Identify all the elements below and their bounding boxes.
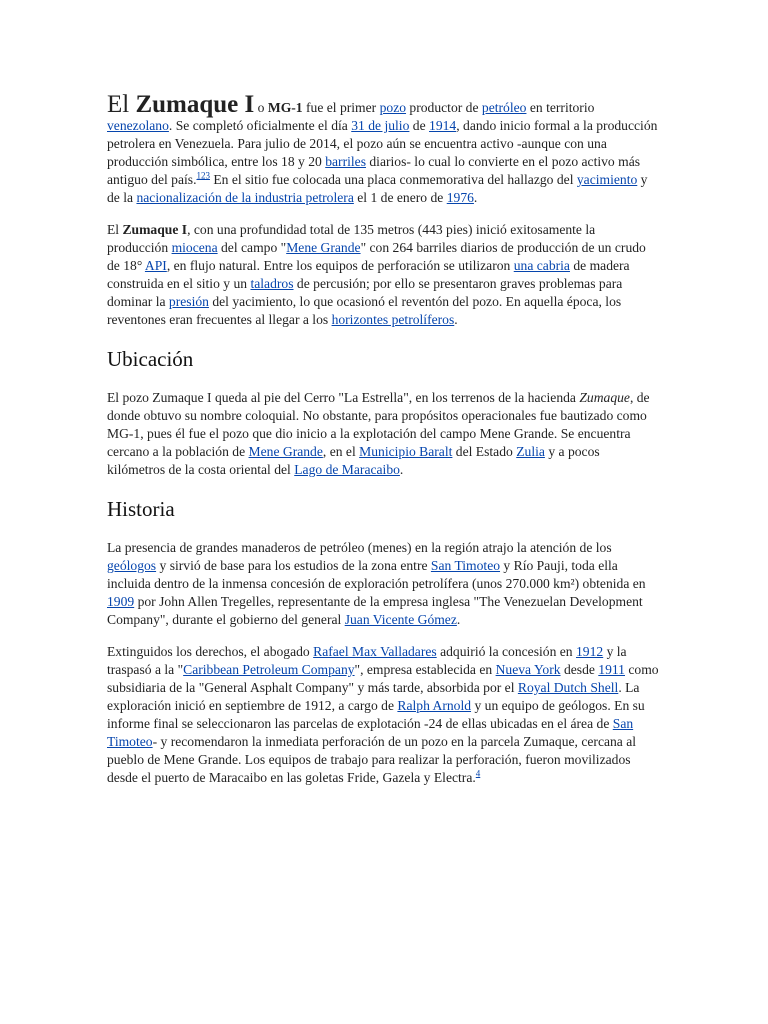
text: como subsidiaria de la "General Asphalt Company" y más tarde, absorbida por el [107, 662, 659, 695]
text: del campo " [217, 240, 287, 255]
paragraph-produccion [107, 221, 659, 329]
text: y la traspasó a la " [107, 644, 627, 677]
text: y de la [107, 172, 648, 205]
bold-mg1: MG-1 [267, 100, 303, 115]
paragraph-ubicacion [107, 389, 659, 479]
text: del yacimiento, lo que ocasionó el reventón del pozo. En aquella época, los reventones eran frecuentes al llegar a los [107, 294, 622, 327]
link-taladros[interactable]: taladros [250, 276, 294, 291]
text: y un equipo de geólogos. En su informe final se seleccionaron las parcelas de explotación -24 de ellas ubicadas en el área de [107, 698, 645, 731]
text: y a pocos kilómetros de la costa oriental del [107, 444, 600, 477]
text: En el sitio fue colocada una placa conmemorativa del hallazgo del [209, 172, 577, 187]
text: " con 264 barriles diarios de producción de un crudo de 18° [107, 240, 646, 273]
heading-historia: Historia [107, 497, 175, 521]
link-ralph-arnold[interactable]: Ralph Arnold [397, 698, 472, 713]
text: , de donde obtuvo su nombre coloquial. No obstante, para propósitos operacionales fue bautizado como MG-1, pues él fue el pozo que dio inicio a la explotación del campo Mene Grande. Se encuentra cercano a la población de [107, 390, 650, 459]
link-municipio-baralt[interactable]: Municipio Baralt [359, 444, 453, 459]
bold-zumaque: Zumaque I [122, 222, 188, 237]
text: de madera construida en el sitio y un [107, 258, 630, 291]
text: El [107, 222, 123, 237]
text: - y recomendaron la inmediata perforación de un pozo en la parcela Zumaque, cercana al pueblo de Mene Grande. Los equipos de trabajo para realizar la perforación, fueron movilizados desde el puerto de Maracaibo en las goletas Fride, Gazela y Electra. [107, 734, 637, 785]
link-zulia[interactable]: Zulia [516, 444, 545, 459]
text: ", empresa establecida en [354, 662, 496, 677]
text: en territorio [526, 100, 595, 115]
link-presion[interactable]: presión [168, 294, 209, 309]
heading-ubicacion: Ubicación [107, 347, 194, 371]
text: productor de [406, 100, 482, 115]
text: , en el [322, 444, 360, 459]
article-title [107, 91, 254, 118]
link-1976[interactable]: 1976 [446, 190, 474, 205]
text: . [456, 612, 461, 627]
link-geologos[interactable]: geólogos [107, 558, 157, 573]
reference-4[interactable]: 4 [475, 768, 481, 779]
link-mene-grande[interactable]: Mene Grande [286, 240, 361, 255]
text: o [254, 100, 268, 115]
title-name: Zumaque I [135, 91, 255, 118]
text: por John Allen Tregelles, representante de la empresa inglesa "The Venezuelan Development Company", durante el gobierno del general [107, 594, 643, 627]
italic-zumaque: Zumaque [579, 390, 630, 405]
text: El pozo Zumaque I queda al pie del Cerro "La Estrella", en los terrenos de la hacienda [107, 390, 580, 405]
text: . La exploración inició en septiembre de 1912, a cargo de [107, 680, 640, 713]
link-api[interactable]: API [144, 258, 167, 273]
text: , en flujo natural. Entre los equipos de perforación se utilizaron [166, 258, 514, 273]
link-royal-dutch-shell[interactable]: Royal Dutch Shell [517, 680, 619, 695]
link-horizontes-petroliferos[interactable]: horizontes petrolíferos [331, 312, 455, 327]
link-mene-grande[interactable]: Mene Grande [248, 444, 323, 459]
text: , dando inicio formal a la producción petrolera en Venezuela. Para julio de 2014, el pozo aún se encuentra activo -aunque con una producción simbólica, entre los 18 y 20 [107, 118, 658, 169]
link-san-timoteo[interactable]: San Timoteo [430, 558, 501, 573]
text: diarios- lo cual lo convierte en el pozo activo más antiguo del país. [107, 154, 641, 187]
text: de percusión; por ello se presentaron graves problemas para dominar la [107, 276, 623, 309]
link-lago-de-maracaibo[interactable]: Lago de Maracaibo [294, 462, 400, 477]
link-1914[interactable]: 1914 [429, 118, 457, 133]
link-pozo[interactable]: pozo [379, 100, 407, 115]
link-miocena[interactable]: miocena [171, 240, 218, 255]
text: Extinguidos los derechos, el abogado [107, 644, 314, 659]
paragraph-historia-1 [107, 539, 659, 629]
link-nueva-york[interactable]: Nueva York [495, 662, 561, 677]
link-venezolano[interactable]: venezolano [107, 118, 169, 133]
reference-123[interactable]: 123 [196, 170, 210, 181]
link-caribbean-petroleum[interactable]: Caribbean Petroleum Company [183, 662, 355, 677]
link-san-timoteo[interactable]: San Timoteo [107, 716, 634, 749]
link-cabria[interactable]: una cabria [513, 258, 570, 273]
text: , con una profundidad total de 135 metros (443 pies) inició exitosamente la producción [107, 222, 596, 255]
text: . Se completó oficialmente el día [168, 118, 352, 133]
text: . [473, 190, 478, 205]
title-article: El [107, 91, 130, 118]
link-nacionalizacion[interactable]: nacionalización de la industria petrolera [136, 190, 354, 205]
link-juan-vicente-gomez[interactable]: Juan Vicente Gómez [344, 612, 457, 627]
article-body [107, 93, 659, 801]
text: fue el primer [302, 100, 380, 115]
text: desde [560, 662, 599, 677]
link-31-de-julio[interactable]: 31 de julio [351, 118, 410, 133]
text: y Río Pauji, toda ella incluida dentro de la inmensa concesión de exploración petrolífera (unos 270.000 km²) obtenida en [107, 558, 646, 591]
link-1912[interactable]: 1912 [576, 644, 604, 659]
text: el 1 de enero de [353, 190, 447, 205]
link-yacimiento[interactable]: yacimiento [576, 172, 638, 187]
link-barriles[interactable]: barriles [325, 154, 366, 169]
link-petroleo[interactable]: petróleo [481, 100, 527, 115]
text: . [399, 462, 404, 477]
text: . [454, 312, 458, 327]
text: adquirió la concesión en [436, 644, 576, 659]
link-1911[interactable]: 1911 [598, 662, 625, 677]
paragraph-historia-2 [107, 643, 659, 787]
link-rafael-max-valladares[interactable]: Rafael Max Valladares [313, 644, 437, 659]
text: La presencia de grandes manaderos de petróleo (menes) en la región atrajo la atención de los [107, 540, 612, 555]
text: del Estado [452, 444, 517, 459]
text: de [409, 118, 430, 133]
text: y sirvió de base para los estudios de la zona entre [156, 558, 431, 573]
intro-paragraph [107, 93, 659, 207]
link-1909[interactable]: 1909 [107, 594, 135, 609]
